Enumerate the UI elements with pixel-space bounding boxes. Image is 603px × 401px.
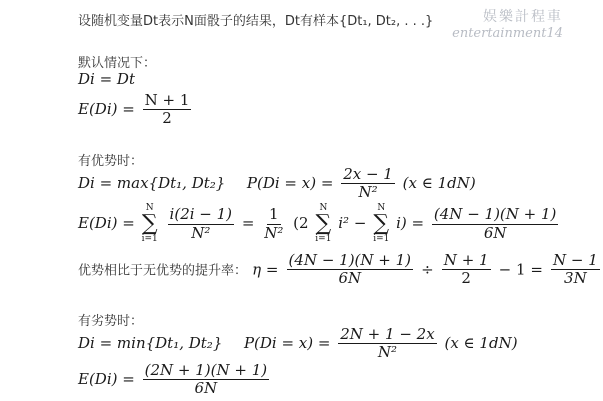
sum-1-bottom: i=1: [141, 234, 158, 244]
advantage-eq2-frac3: [432, 206, 559, 242]
disadvantage-eq2-num: (2N + 1)(N + 1): [144, 361, 268, 379]
advantage-eq2-f3-num: (4N − 1)(N + 1): [433, 205, 557, 224]
advantage-eq2: [78, 204, 561, 244]
advantage-eq2-frac2: [262, 206, 285, 242]
sigma-icon: ∑: [373, 211, 390, 236]
disadvantage-eq1-den: N²: [377, 343, 398, 362]
default-eq2: [78, 92, 194, 128]
default-heading: 默认情况下：: [78, 56, 157, 71]
advantage-eq2-f2-num: 1: [268, 205, 279, 224]
advantage-eq2-lhs: E(Di) =: [78, 214, 135, 232]
disadvantage-eq1-frac: [338, 326, 436, 362]
ratio-f2-den: 2: [461, 269, 471, 288]
ratio-f2-num: N + 1: [443, 251, 489, 269]
advantage-eq1-p: P(Di = x) =: [246, 173, 334, 192]
advantage-eq1-den: N²: [358, 183, 378, 202]
advantage-eq1-num: 2x − 1: [343, 165, 393, 183]
default-eq2-lhs: E(Di) =: [78, 99, 135, 118]
advantage-eq2-f2-den: N²: [264, 223, 284, 242]
ratio-f3-num: N − 1: [552, 251, 598, 269]
sum-operator-2: [315, 204, 331, 244]
default-eq1: Di = Dt: [78, 70, 135, 88]
equals-sign: =: [241, 214, 255, 232]
disadvantage-heading: 有劣势时：: [78, 314, 144, 329]
advantage-eq1: [78, 166, 476, 202]
sigma-icon: ∑: [315, 211, 332, 236]
minus-one: − 1 =: [498, 260, 543, 279]
disadvantage-eq1-num: 2N + 1 − 2x: [340, 325, 435, 343]
minus-sign: −: [353, 214, 367, 232]
advantage-eq2-frac1: [168, 206, 235, 242]
sum-1-top: N: [145, 203, 154, 213]
improvement-rate-label: 优势相比于无优势的提升率：: [78, 263, 248, 279]
sum-3-top: N: [377, 203, 386, 213]
intro-text: 设随机变量Dt表示N面骰子的结果，Dt有样本{Dt₁, Dt₂, . . .}: [78, 14, 434, 29]
advantage-eq2-f3-den: 6N: [483, 223, 507, 242]
ratio-f1-num: (4N − 1)(N + 1): [288, 251, 412, 269]
term-i: i) =: [396, 214, 425, 232]
sum-3-bottom: i=1: [373, 234, 390, 244]
advantage-heading: 有优势时：: [78, 154, 144, 169]
open-paren: (2: [293, 214, 309, 232]
term-i-squared: i²: [338, 214, 350, 232]
sigma-icon: ∑: [141, 211, 158, 236]
ratio-f3-den: 3N: [564, 269, 587, 288]
disadvantage-eq1-cond: (x ∈ 1dN): [444, 333, 518, 352]
default-eq2-num: N + 1: [144, 91, 190, 109]
advantage-eq1-cond: (x ∈ 1dN): [402, 173, 476, 192]
disadvantage-eq1-lhs: Di = min{Dt₁, Dt₂}: [78, 333, 223, 352]
divide-sign: ÷: [421, 260, 434, 279]
watermark-chinese: 娱樂計程車: [483, 9, 563, 25]
sum-2-top: N: [319, 203, 328, 213]
watermark: [452, 6, 563, 41]
advantage-eq2-f1-den: N²: [191, 223, 211, 242]
disadvantage-eq1: [78, 326, 518, 362]
advantage-eq1-frac: [341, 166, 395, 202]
eta-symbol: η =: [252, 260, 279, 279]
ratio-frac1: [287, 252, 414, 288]
advantage-eq1-lhs: Di = max{Dt₁, Dt₂}: [78, 173, 226, 192]
disadvantage-eq2-lhs: E(Di) =: [78, 369, 135, 388]
disadvantage-eq1-p: P(Di = x) =: [243, 333, 331, 352]
sum-operator-1: [142, 204, 158, 244]
advantage-eq2-f1-num: i(2i − 1): [169, 205, 233, 224]
ratio-frac2: [442, 252, 491, 288]
sum-2-bottom: i=1: [315, 234, 332, 244]
default-eq2-den: 2: [162, 109, 172, 128]
sum-operator-3: [373, 204, 389, 244]
improvement-rate-row: [78, 252, 603, 288]
disadvantage-eq2-frac: [143, 362, 270, 398]
disadvantage-eq2: [78, 362, 272, 398]
ratio-frac3: [551, 252, 600, 288]
default-eq2-frac: [143, 92, 192, 128]
watermark-english: entertainment14: [452, 26, 563, 41]
disadvantage-eq2-den: 6N: [194, 379, 218, 398]
ratio-f1-den: 6N: [338, 269, 362, 288]
